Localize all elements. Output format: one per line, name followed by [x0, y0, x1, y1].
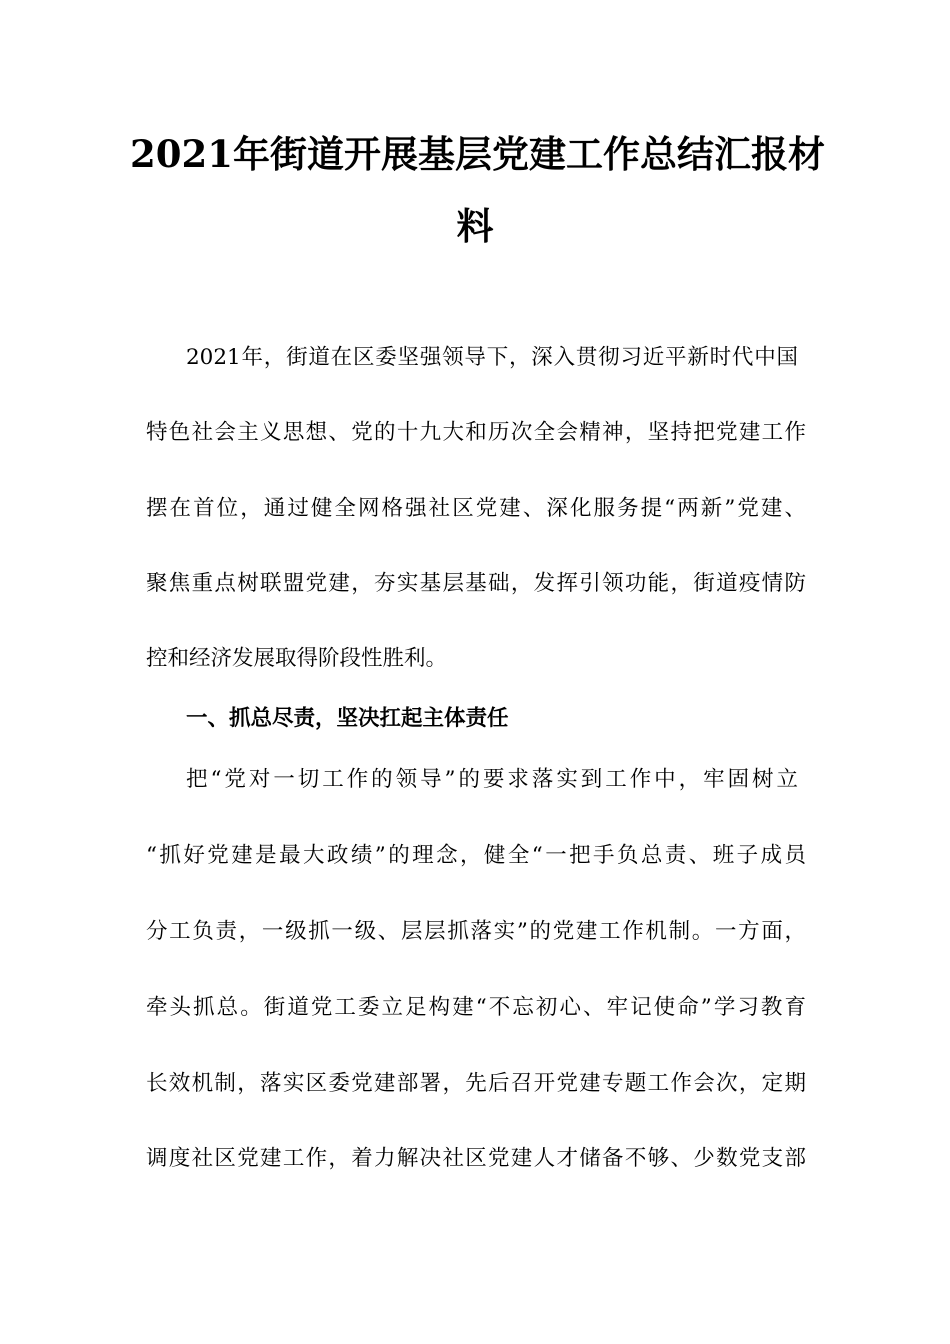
paragraph-2-line-4: 牵头抓总。街道党工委立足构建“不忘初心、牢记使命”学习教育 [146, 995, 806, 1020]
paragraph-2-line-5: 长效机制，落实区委党建部署，先后召开党建专题工作会次，定期 [146, 1071, 806, 1096]
paragraph-1-line-4: 聚焦重点树联盟党建，夯实基层基础，发挥引领功能，街道疫情防 [146, 571, 806, 596]
paragraph-2-line-6: 调度社区党建工作，着力解决社区党建人才储备不够、少数党支部 [146, 1146, 806, 1171]
document-title-line-1: 2021年街道开展基层党建工作总结汇报材 [130, 132, 825, 176]
paragraph-1-line-5: 控和经济发展取得阶段性胜利。 [146, 646, 448, 671]
paragraph-2-line-3: 分工负责，一级抓一级、层层抓落实”的党建工作机制。一方面， [146, 919, 806, 944]
document-title-line-2: 料 [456, 204, 494, 248]
paragraph-2-line-1: 把“党对一切工作的领导”的要求落实到工作中，牢固树立 [186, 767, 798, 792]
paragraph-2-line-2: “抓好党建是最大政绩”的理念，健全“一把手负总责、班子成员 [146, 843, 806, 868]
section-1-heading: 一、抓总尽责，坚决扛起主体责任 [186, 706, 509, 731]
paragraph-1-line-2: 特色社会主义思想、党的十九大和历次全会精神，坚持把党建工作 [146, 420, 806, 445]
paragraph-1-line-3: 摆在首位，通过健全网格强社区党建、深化服务提“两新”党建、 [146, 496, 806, 521]
paragraph-1-line-1: 2021年，街道在区委坚强领导下，深入贯彻习近平新时代中国 [186, 345, 798, 370]
